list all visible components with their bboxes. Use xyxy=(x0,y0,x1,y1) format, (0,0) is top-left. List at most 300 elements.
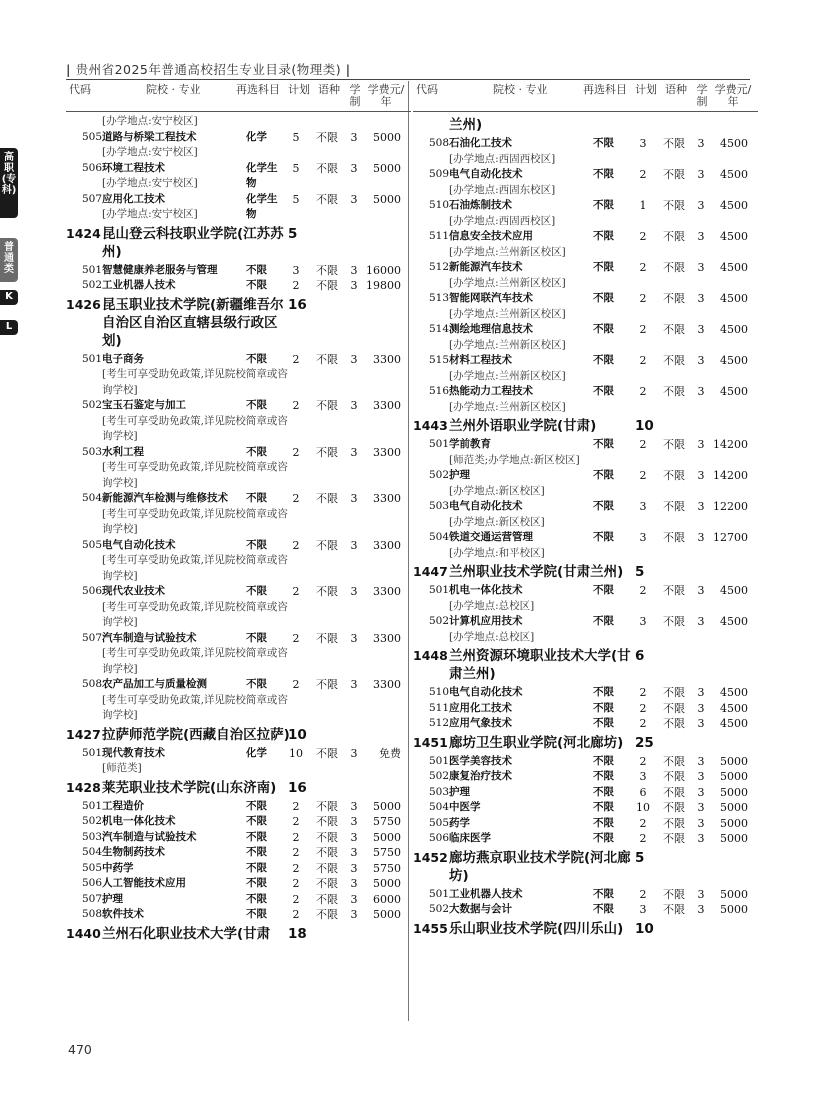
major-row xyxy=(66,830,411,846)
major-subject: 化学 xyxy=(246,130,267,143)
major-fee: 3300 xyxy=(373,492,401,505)
major-name: 护理 xyxy=(102,892,123,905)
major-fee: 3300 xyxy=(373,631,401,645)
institution-name: 兰州) xyxy=(449,117,483,133)
major-row xyxy=(413,716,758,732)
major-fee: 14200 xyxy=(713,438,748,451)
right-rows xyxy=(413,112,758,938)
major-plan: 3 xyxy=(639,615,647,628)
major-row xyxy=(66,584,411,600)
major-code: 511 xyxy=(428,701,449,714)
major-code: 513 xyxy=(428,292,449,304)
major-name: 铁道交通运营管理 xyxy=(449,531,533,543)
major-subject: 不限 xyxy=(246,399,267,411)
left-column-header xyxy=(66,81,411,112)
major-years: 3 xyxy=(697,137,705,150)
major-row xyxy=(413,816,758,832)
major-code: 512 xyxy=(428,261,449,273)
institution-code: 1443 xyxy=(413,418,448,433)
major-years: 3 xyxy=(697,903,705,916)
major-fee: 4500 xyxy=(720,292,748,305)
major-language: 不限 xyxy=(663,785,685,799)
major-language: 不限 xyxy=(316,830,338,844)
major-code: 501 xyxy=(81,799,102,812)
major-row xyxy=(66,352,411,368)
major-plan: 3 xyxy=(292,263,300,277)
major-name: 汽车制造与试验技术 xyxy=(102,830,197,843)
major-language: 不限 xyxy=(663,137,685,150)
major-code: 501 xyxy=(81,263,102,276)
major-row xyxy=(413,785,758,801)
major-name: 现代教育技术 xyxy=(102,746,165,759)
major-subject: 不限 xyxy=(246,892,267,905)
institution-plan: 10 xyxy=(635,920,654,937)
major-plan: 2 xyxy=(639,292,647,305)
institution-plan: 5 xyxy=(288,225,298,242)
major-language: 不限 xyxy=(316,130,338,144)
major-subject: 不限 xyxy=(246,279,267,291)
col-header-fee: 学费元/年 xyxy=(367,83,405,108)
major-years: 3 xyxy=(350,830,358,844)
institution-name: 莱芜职业技术学院(山东济南) xyxy=(102,779,277,796)
major-years: 3 xyxy=(350,877,358,890)
major-plan: 2 xyxy=(639,584,647,597)
major-code: 504 xyxy=(428,531,449,543)
institution-name: 兰州职业技术学院(甘肃兰州) xyxy=(449,564,624,580)
major-subject: 不限 xyxy=(593,323,614,335)
major-subject: 不限 xyxy=(593,832,614,844)
major-row xyxy=(66,746,411,762)
major-fee: 4500 xyxy=(720,261,748,274)
major-subject: 不限 xyxy=(246,830,267,843)
major-subject: 不限 xyxy=(246,585,267,597)
major-name: 工业机器人技术 xyxy=(449,887,523,900)
major-subject: 不限 xyxy=(593,385,614,397)
major-subject: 不限 xyxy=(246,846,267,858)
major-plan: 2 xyxy=(639,701,647,715)
major-plan: 2 xyxy=(639,323,647,336)
major-name: 新能源汽车技术 xyxy=(449,261,523,273)
major-language: 不限 xyxy=(316,445,338,459)
major-language: 不限 xyxy=(663,199,685,212)
institution-name: 昆山登云科技职业学院(江苏苏州) xyxy=(102,225,284,260)
major-language: 不限 xyxy=(663,168,685,181)
major-fee: 4500 xyxy=(720,199,748,212)
major-fee: 4500 xyxy=(720,717,748,730)
major-row xyxy=(413,136,758,152)
major-code: 504 xyxy=(428,801,449,813)
major-fee: 5000 xyxy=(373,799,401,813)
page-number: 470 xyxy=(68,1042,92,1057)
major-note: [办学地点:兰州新区校区] xyxy=(449,400,566,413)
institution-row xyxy=(66,925,411,943)
col-header-name: 院校 · 专业 xyxy=(493,83,548,96)
major-years: 3 xyxy=(350,846,358,859)
major-name: 药学 xyxy=(449,816,470,829)
major-language: 不限 xyxy=(663,385,685,398)
major-plan: 2 xyxy=(292,678,300,691)
major-name: 应用化工技术 xyxy=(449,701,512,714)
institution-code: 1448 xyxy=(413,648,448,663)
major-name: 石油化工技术 xyxy=(449,137,512,149)
major-name: 医学美容技术 xyxy=(449,754,512,767)
major-fee: 12700 xyxy=(713,531,748,544)
major-years: 3 xyxy=(697,615,705,628)
col-header-code: 代码 xyxy=(69,83,91,96)
major-fee: 3300 xyxy=(373,445,401,459)
major-plan: 2 xyxy=(292,892,300,906)
major-language: 不限 xyxy=(663,438,685,451)
major-name: 康复治疗技术 xyxy=(449,770,512,782)
major-code: 506 xyxy=(81,585,102,597)
major-row xyxy=(66,445,411,461)
major-subject: 不限 xyxy=(246,352,267,365)
major-fee: 5000 xyxy=(373,877,401,890)
institution-row xyxy=(66,726,411,744)
major-language: 不限 xyxy=(316,861,338,875)
major-subject: 不限 xyxy=(246,861,267,874)
major-years: 3 xyxy=(697,469,705,482)
major-row xyxy=(66,845,411,861)
side-tab-general: 普通类 xyxy=(0,238,18,282)
major-plan: 2 xyxy=(639,438,647,451)
major-subject: 不限 xyxy=(593,354,614,366)
major-years: 3 xyxy=(697,261,705,274)
major-fee: 3300 xyxy=(373,585,401,598)
institution-plan: 16 xyxy=(288,779,307,796)
institution-name: 昆玉职业技术学院(新疆维吾尔自治区自治区直辖县级行政区划) xyxy=(102,296,284,349)
major-code: 503 xyxy=(428,500,449,512)
major-note: [办学地点:安宁校区] xyxy=(102,146,198,158)
major-code: 502 xyxy=(428,469,449,481)
major-subject: 不限 xyxy=(593,801,614,813)
major-language: 不限 xyxy=(316,279,338,292)
major-note: [办学地点:兰州新区校区] xyxy=(449,369,566,382)
institution-code: 1452 xyxy=(413,849,448,865)
right-column xyxy=(413,81,758,1026)
major-name: 护理 xyxy=(449,785,470,798)
major-years: 3 xyxy=(350,861,358,875)
major-plan: 6 xyxy=(639,785,647,799)
major-years: 3 xyxy=(697,887,705,901)
major-language: 不限 xyxy=(316,631,338,645)
major-years: 3 xyxy=(697,292,705,305)
major-subject: 不限 xyxy=(593,717,614,729)
major-note: [办学地点:兰州新区校区] xyxy=(449,307,566,320)
major-name: 测绘地理信息技术 xyxy=(449,323,533,335)
major-plan: 2 xyxy=(639,832,647,845)
major-note: [办学地点:总校区] xyxy=(449,599,535,612)
major-name: 水利工程 xyxy=(102,445,144,458)
major-fee: 3300 xyxy=(373,538,401,552)
institution-row xyxy=(413,849,758,885)
major-language: 不限 xyxy=(663,292,685,305)
institution-plan: 5 xyxy=(635,849,645,866)
major-note: [办学地点:安宁校区] xyxy=(102,177,198,189)
major-name: 道路与桥梁工程技术 xyxy=(102,130,197,143)
major-row xyxy=(413,353,758,369)
major-years: 3 xyxy=(697,717,705,730)
left-rows xyxy=(66,112,411,943)
major-row xyxy=(413,800,758,816)
institution-row xyxy=(66,779,411,797)
institution-row xyxy=(413,920,758,938)
major-plan: 2 xyxy=(292,846,300,859)
major-row xyxy=(413,291,758,307)
major-language: 不限 xyxy=(316,538,338,552)
major-code: 508 xyxy=(81,678,102,690)
major-fee: 5000 xyxy=(720,832,748,845)
major-language: 不限 xyxy=(663,531,685,544)
col-header-subject: 再选科目 xyxy=(583,83,627,96)
major-code: 511 xyxy=(428,230,449,242)
major-note: [办学地点:西固西校区] xyxy=(449,214,556,227)
major-plan: 2 xyxy=(639,168,647,181)
major-subject: 不限 xyxy=(593,770,614,782)
institution-code: 1447 xyxy=(413,564,448,579)
major-code: 501 xyxy=(428,887,449,900)
major-language: 不限 xyxy=(316,399,338,412)
major-subject: 不限 xyxy=(593,701,614,714)
major-code: 502 xyxy=(81,399,102,411)
major-language: 不限 xyxy=(663,354,685,367)
major-years: 3 xyxy=(697,354,705,367)
major-plan: 5 xyxy=(292,161,300,175)
col-header-plan: 计划 xyxy=(635,83,657,96)
major-plan: 10 xyxy=(289,746,303,760)
major-row xyxy=(413,701,758,717)
major-plan: 1 xyxy=(639,199,647,212)
col-header-plan: 计划 xyxy=(288,83,310,96)
major-name: 农产品加工与质量检测 xyxy=(102,678,207,690)
major-fee: 5000 xyxy=(720,754,748,768)
major-subject: 不限 xyxy=(246,263,267,276)
major-fee: 5000 xyxy=(373,192,401,206)
institution-code: 1427 xyxy=(66,726,101,742)
major-language: 不限 xyxy=(663,801,685,814)
major-name: 电子商务 xyxy=(102,352,144,365)
major-name: 中药学 xyxy=(102,861,134,874)
major-plan: 2 xyxy=(639,887,647,901)
major-row xyxy=(413,583,758,599)
major-language: 不限 xyxy=(316,908,338,921)
major-row xyxy=(413,499,758,515)
major-years: 3 xyxy=(697,832,705,845)
major-language: 不限 xyxy=(316,161,338,175)
major-row xyxy=(66,861,411,877)
major-years: 3 xyxy=(350,631,358,645)
major-name: 大数据与会计 xyxy=(449,903,512,915)
major-plan: 2 xyxy=(292,815,300,828)
major-note: [考生可享受助免政策,详见院校简章或咨询学校] xyxy=(102,600,288,628)
major-row xyxy=(66,907,411,923)
major-plan: 3 xyxy=(639,531,647,544)
major-code: 512 xyxy=(428,717,449,729)
major-plan: 2 xyxy=(639,717,647,730)
major-note: [办学地点:和平校区] xyxy=(449,546,545,559)
major-fee: 5750 xyxy=(373,846,401,859)
major-plan: 2 xyxy=(639,686,647,699)
major-code: 505 xyxy=(81,861,102,874)
major-subject: 不限 xyxy=(593,292,614,304)
major-plan: 2 xyxy=(639,261,647,274)
major-row xyxy=(413,614,758,630)
major-name: 电气自动化技术 xyxy=(449,168,523,180)
major-fee: 4500 xyxy=(720,354,748,367)
major-plan: 2 xyxy=(292,861,300,875)
institution-code: 1424 xyxy=(66,225,101,241)
major-subject: 不限 xyxy=(593,903,614,915)
major-name: 软件技术 xyxy=(102,908,144,920)
major-row xyxy=(66,263,411,279)
major-note: [办学地点:兰州新区校区] xyxy=(449,338,566,351)
major-row xyxy=(66,398,411,414)
major-language: 不限 xyxy=(663,717,685,730)
major-years: 3 xyxy=(350,352,358,366)
major-fee: 16000 xyxy=(366,263,401,277)
major-name: 机电一体化技术 xyxy=(449,584,523,596)
major-fee: 5000 xyxy=(720,801,748,814)
institution-plan: 16 xyxy=(288,296,307,313)
major-subject: 不限 xyxy=(593,615,614,627)
major-note: [办学地点:兰州新区校区] xyxy=(449,276,566,289)
header-left-bar: | xyxy=(66,62,72,77)
major-language: 不限 xyxy=(663,832,685,845)
institution-plan: 25 xyxy=(635,734,654,751)
major-language: 不限 xyxy=(663,816,685,830)
major-name: 现代农业技术 xyxy=(102,585,165,597)
major-fee: 5750 xyxy=(373,861,401,875)
major-plan: 3 xyxy=(639,500,647,513)
major-years: 3 xyxy=(350,746,358,760)
major-code: 501 xyxy=(428,754,449,767)
page-header xyxy=(66,60,366,78)
major-fee: 5000 xyxy=(373,830,401,844)
major-row xyxy=(413,887,758,903)
major-language: 不限 xyxy=(663,754,685,768)
major-code: 516 xyxy=(428,385,449,397)
major-code: 503 xyxy=(81,445,102,458)
major-language: 不限 xyxy=(316,678,338,691)
major-fee: 4500 xyxy=(720,615,748,628)
major-years: 3 xyxy=(697,385,705,398)
major-code: 507 xyxy=(81,892,102,905)
institution-row xyxy=(66,225,411,261)
major-code: 514 xyxy=(428,323,449,335)
major-name: 工业机器人技术 xyxy=(102,279,176,291)
major-row xyxy=(413,754,758,770)
major-years: 3 xyxy=(697,816,705,830)
major-fee: 5000 xyxy=(720,770,748,783)
major-code: 502 xyxy=(428,903,449,915)
major-fee: 4500 xyxy=(720,701,748,715)
institution-name: 兰州资源环境职业技术大学(甘肃兰州) xyxy=(449,648,631,682)
major-subject: 不限 xyxy=(593,168,614,180)
major-years: 3 xyxy=(697,801,705,814)
side-tab-k: K xyxy=(0,290,18,305)
major-row xyxy=(66,892,411,908)
col-header-fee: 学费元/年 xyxy=(714,83,752,108)
major-language: 不限 xyxy=(316,799,338,813)
major-row xyxy=(66,538,411,554)
major-code: 501 xyxy=(428,438,449,450)
major-note: [办学地点:安宁校区] xyxy=(102,115,198,127)
major-code: 504 xyxy=(81,846,102,858)
major-fee: 4500 xyxy=(720,230,748,243)
major-fee: 14200 xyxy=(713,469,748,482)
institution-plan: 6 xyxy=(635,648,645,664)
major-fee: 6000 xyxy=(373,892,401,906)
major-years: 3 xyxy=(697,584,705,597)
major-subject: 不限 xyxy=(593,137,614,149)
major-row xyxy=(66,278,411,294)
major-name: 护理 xyxy=(449,469,470,481)
major-note: [办学地点:安宁校区] xyxy=(102,208,198,220)
major-plan: 2 xyxy=(292,877,300,890)
institution-name: 乐山职业技术学院(四川乐山) xyxy=(449,920,624,937)
major-plan: 2 xyxy=(639,469,647,482)
major-plan: 2 xyxy=(639,230,647,243)
major-name: 生物制药技术 xyxy=(102,846,165,858)
major-subject: 不限 xyxy=(246,908,267,920)
major-name: 宝玉石鉴定与加工 xyxy=(102,399,186,411)
major-note: [师范类;办学地点:新区校区] xyxy=(449,453,580,466)
major-subject: 不限 xyxy=(246,445,267,458)
major-years: 3 xyxy=(697,199,705,212)
major-subject: 不限 xyxy=(593,686,614,698)
major-subject: 不限 xyxy=(593,199,614,211)
major-name: 工程造价 xyxy=(102,799,144,812)
major-plan: 2 xyxy=(639,754,647,768)
major-note: [师范类] xyxy=(102,762,142,774)
major-name: 临床医学 xyxy=(449,832,491,844)
major-name: 电气自动化技术 xyxy=(102,538,176,551)
major-language: 不限 xyxy=(316,746,338,760)
institution-row xyxy=(413,116,758,134)
major-plan: 2 xyxy=(292,399,300,412)
major-subject: 不限 xyxy=(593,500,614,512)
major-language: 不限 xyxy=(316,192,338,206)
major-language: 不限 xyxy=(663,686,685,699)
major-language: 不限 xyxy=(663,323,685,336)
major-plan: 2 xyxy=(292,492,300,505)
major-row xyxy=(413,260,758,276)
major-language: 不限 xyxy=(663,584,685,597)
major-name: 热能动力工程技术 xyxy=(449,385,533,397)
major-code: 515 xyxy=(428,354,449,366)
major-years: 3 xyxy=(697,323,705,336)
major-language: 不限 xyxy=(663,701,685,715)
institution-name: 兰州石化职业技术大学(甘肃 xyxy=(102,925,271,942)
col-header-years: 学制 xyxy=(349,83,361,108)
major-years: 3 xyxy=(350,161,358,175)
institution-name: 兰州外语职业学院(甘肃) xyxy=(449,418,597,434)
major-fee: 4500 xyxy=(720,137,748,150)
major-subject: 化学 xyxy=(246,746,267,759)
major-row xyxy=(66,677,411,693)
col-header-years: 学制 xyxy=(696,83,708,108)
major-subject: 不限 xyxy=(593,261,614,273)
major-row xyxy=(66,631,411,647)
major-plan: 5 xyxy=(292,192,300,206)
major-fee: 3300 xyxy=(373,678,401,691)
major-subject: 不限 xyxy=(593,785,614,798)
major-years: 3 xyxy=(697,754,705,768)
major-plan: 2 xyxy=(292,538,300,552)
major-years: 3 xyxy=(350,399,358,412)
major-note: [办学地点:兰州新区校区] xyxy=(449,245,566,258)
major-subject: 不限 xyxy=(593,531,614,543)
